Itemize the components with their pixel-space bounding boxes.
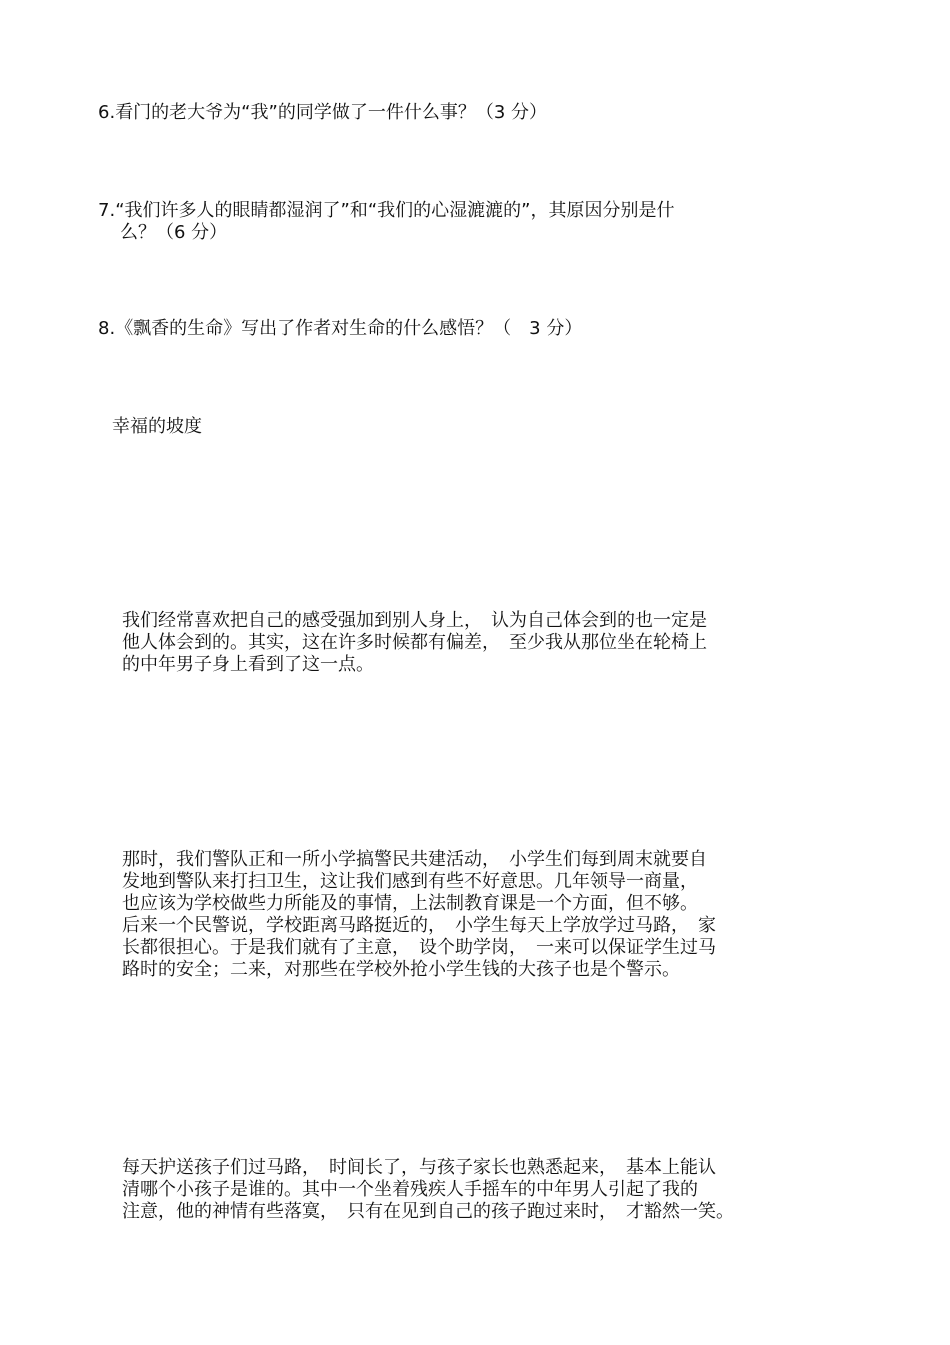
paragraph-line: 路时的安全；二来，对那些在学校外抢小学生钱的大孩子也是个警示。 [122, 959, 680, 980]
question-text-continued: 么？（6 分） [120, 222, 228, 243]
question-number: 7. [98, 200, 116, 221]
article-paragraph-2 [122, 849, 716, 981]
question-6 [98, 102, 547, 124]
paragraph-line: 注意，他的神情有些落寞， 只有在见到自己的孩子跑过来时， 才豁然一笑。 [122, 1201, 734, 1222]
question-8 [98, 318, 582, 340]
question-text: “我们许多人的眼睛都湿润了”和“我们的心湿漉漉的”，其原因分别是什 [115, 200, 675, 221]
paragraph-line: 我们经常喜欢把自己的感受强加到别人身上， 认为自己体会到的也一定是 [122, 610, 707, 631]
paragraph-line: 每天护送孩子们过马路， 时间长了，与孩子家长也熟悉起来， 基本上能认 [122, 1157, 716, 1178]
question-number: 8. [98, 318, 116, 339]
paragraph-line: 他人体会到的。其实，这在许多时候都有偏差， 至少我从那位坐在轮椅上 [122, 632, 707, 653]
article-paragraph-3 [122, 1157, 734, 1223]
paragraph-line: 也应该为学校做些力所能及的事情，上法制教育课是一个方面，但不够。 [122, 893, 698, 914]
question-7 [98, 200, 675, 244]
paragraph-line: 长都很担心。于是我们就有了主意， 设个助学岗， 一来可以保证学生过马 [122, 937, 716, 958]
paragraph-line: 发地到警队来打扫卫生，这让我们感到有些不好意思。几年领导一商量， [122, 871, 698, 892]
paragraph-line: 清哪个小孩子是谁的。其中一个坐着残疾人手摇车的中年男人引起了我的 [122, 1179, 698, 1200]
article-title: 幸福的坡度 [112, 416, 202, 437]
question-text: 《飘香的生命》写出了作者对生命的什么感悟？（ 3 分） [115, 318, 583, 339]
paragraph-line: 后来一个民警说，学校距离马路挺近的， 小学生每天上学放学过马路， 家 [122, 915, 716, 936]
question-text: 看门的老大爷为“我”的同学做了一件什么事？（3 分） [115, 102, 548, 123]
paragraph-line: 的中年男子身上看到了这一点。 [122, 654, 374, 675]
article-paragraph-1 [122, 610, 707, 676]
paragraph-line: 那时，我们警队正和一所小学搞警民共建活动， 小学生们每到周末就要自 [122, 849, 707, 870]
question-number: 6. [98, 102, 116, 123]
